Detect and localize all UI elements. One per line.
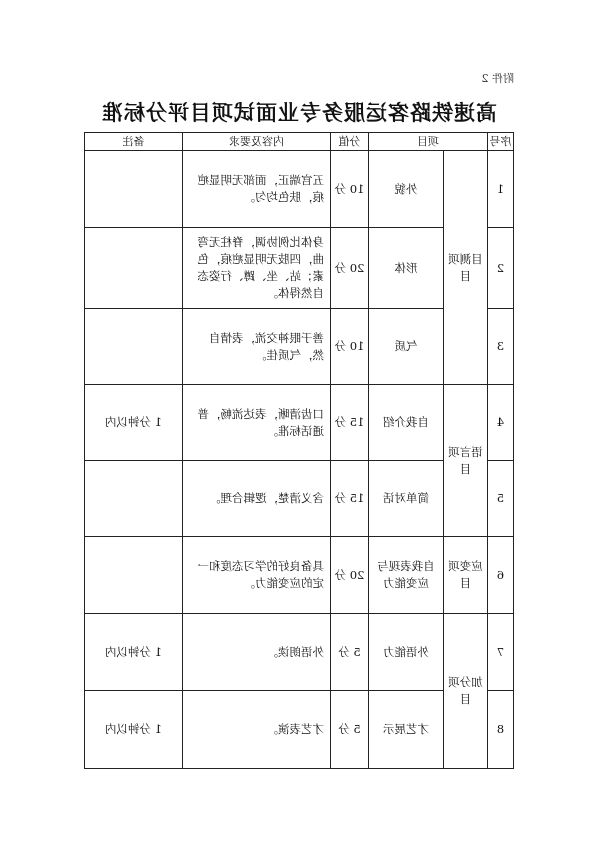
score-cell: 5 分 [331,691,369,769]
header-remark: 备注 [85,133,183,151]
seq-cell: 7 [488,614,514,691]
table-row [85,537,514,614]
remark-cell [85,228,183,309]
item-cell: 外貌 [369,151,444,228]
score-cell: 10 分 [331,309,369,385]
attachment-label: 附件 2 [481,72,514,85]
remark-cell [85,537,183,614]
score-cell: 5 分 [331,614,369,691]
seq-cell: 5 [488,461,514,537]
page-title: 高速铁路客运服务专业面试项目评分标准 [101,101,497,125]
table-row [85,614,514,691]
content-cell: 五官端正，面部无明显疤痕，肤色均匀。 [183,151,331,228]
seq-cell: 1 [488,151,514,228]
group-cell: 加分项目 [444,614,488,769]
header-project: 项目 [369,133,488,151]
remark-cell [85,309,183,385]
score-cell: 20 分 [331,537,369,614]
item-cell: 简单对话 [369,461,444,537]
content-cell: 身体比例协调，脊柱无弯曲，四肢无明显疤痕，色素；站、坐、蹲、行姿态自然得体。 [183,228,331,309]
group-cell: 应变项目 [444,537,488,614]
header-content: 内容及要求 [183,133,331,151]
remark-cell: 1 分钟以内 [85,691,183,769]
table-row [85,385,514,461]
content-cell: 口齿清晰，表达流畅，普通话标准。 [183,385,331,461]
content-cell: 才艺表演。 [183,691,331,769]
remark-cell: 1 分钟以内 [85,614,183,691]
score-cell: 15 分 [331,461,369,537]
content-cell: 外语朗读。 [183,614,331,691]
remark-cell [85,151,183,228]
seq-cell: 4 [488,385,514,461]
item-cell: 自我表现与应变能力 [369,537,444,614]
remark-cell: 1 分钟以内 [85,385,183,461]
table-header-row [85,133,514,151]
scoring-table [84,132,514,769]
score-cell: 20 分 [331,228,369,309]
content-cell: 具备良好的学习态度和一定的应变能力。 [183,537,331,614]
score-cell: 10 分 [331,151,369,228]
seq-cell: 8 [488,691,514,769]
seq-cell: 3 [488,309,514,385]
seq-cell: 6 [488,537,514,614]
item-cell: 形体 [369,228,444,309]
remark-cell [85,461,183,537]
content-cell: 含义清楚，逻辑合理。 [183,461,331,537]
header-score: 分值 [331,133,369,151]
header-seq: 序号 [488,133,514,151]
group-cell: 语言项目 [444,385,488,537]
item-cell: 自我介绍 [369,385,444,461]
seq-cell: 2 [488,228,514,309]
score-cell: 15 分 [331,385,369,461]
item-cell: 气质 [369,309,444,385]
table-row [85,151,514,228]
item-cell: 外语能力 [369,614,444,691]
group-cell: 目测项目 [444,151,488,385]
content-cell: 善于眼神交流，表情自然，气质佳。 [183,309,331,385]
item-cell: 才艺展示 [369,691,444,769]
